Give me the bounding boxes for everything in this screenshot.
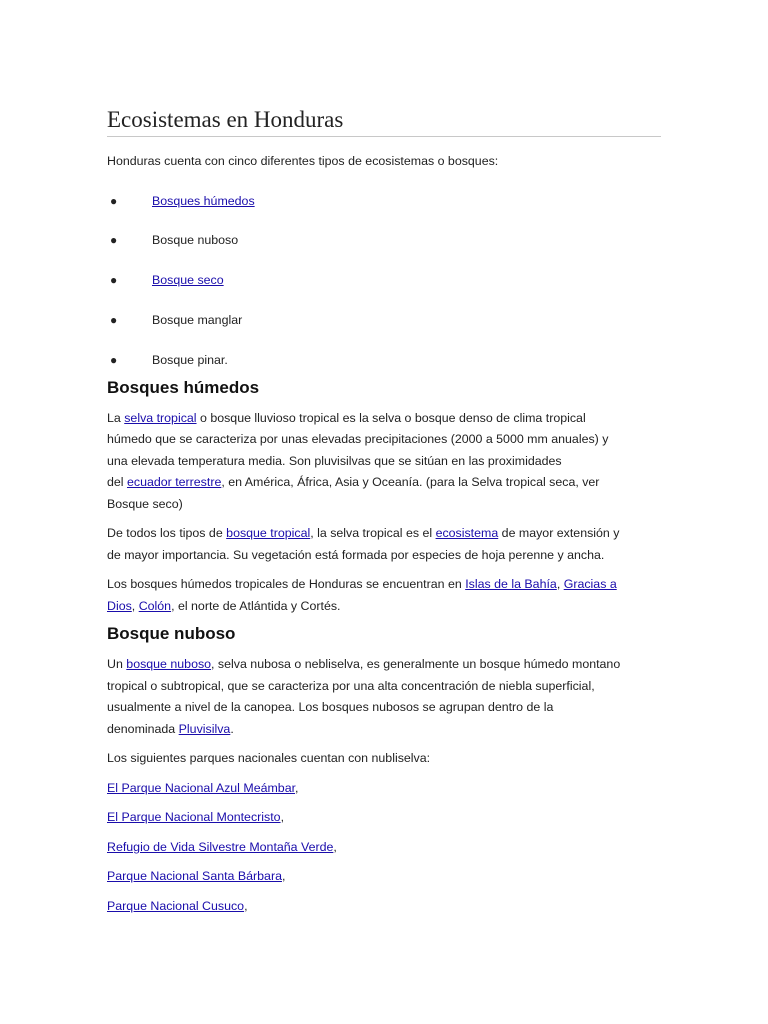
list-item	[107, 350, 661, 372]
link-ecosistema[interactable]: ecosistema	[435, 526, 499, 541]
paragraph-ubicacion: Los bosques húmedos tropicales de Honduras se encuentran en Islas de la Bahía, Gracias a Dios, Colón, el norte de Atlántida y Cortés.	[107, 577, 617, 613]
link-park-azul-meambar[interactable]: El Parque Nacional Azul Meámbar	[107, 780, 296, 795]
link-gracias-a-dios[interactable]: Dios	[107, 598, 132, 613]
section-heading-bosques-humedos: Bosques húmedos	[107, 377, 260, 397]
list-item-label: Bosque manglar	[152, 312, 243, 327]
list-item-label: Bosque nuboso	[152, 233, 239, 248]
bullet-icon: ●	[110, 312, 118, 327]
link-bosque-seco[interactable]: Bosque seco	[152, 273, 224, 288]
link-colon[interactable]: Colón	[138, 598, 172, 613]
park-item: El Parque Nacional Montecristo,	[107, 810, 285, 825]
list-item	[107, 310, 661, 350]
bullet-icon: ●	[110, 352, 118, 367]
link-park-cusuco[interactable]: Parque Nacional Cusuco	[107, 898, 245, 913]
link-pluvisilva[interactable]: Pluvisilva	[178, 721, 231, 736]
link-gracias-a-dios[interactable]: Gracias a	[563, 577, 617, 592]
park-item: Refugio de Vida Silvestre Montaña Verde,	[107, 839, 337, 854]
link-park-santa-barbara[interactable]: Parque Nacional Santa Bárbara	[107, 869, 282, 884]
list-item-label: Bosque pinar.	[152, 352, 228, 367]
page-title: Ecosistemas en Honduras	[107, 106, 661, 137]
list-item	[107, 270, 661, 310]
link-park-montecristo[interactable]: El Parque Nacional Montecristo	[107, 810, 281, 825]
paragraph-parques-intro: Los siguientes parques nacionales cuentan con nubliselva:	[107, 751, 431, 766]
link-bosques-humedos[interactable]: Bosques húmedos	[152, 193, 255, 208]
link-bosque-nuboso[interactable]: bosque nuboso	[126, 657, 212, 672]
link-selva-tropical[interactable]: selva tropical	[124, 410, 197, 425]
paragraph-bosque-nuboso: Un bosque nuboso, selva nubosa o nebliselva, es generalmente un bosque húmedo montano tropical o subtropical, que se caracteriza por una alta concentración de niebla superficial, usualmente a nivel de la canopea. Los bosques nubosos se agrupan dentro de la denominada Pluvisilva.	[107, 657, 621, 736]
link-park-montana-verde[interactable]: Refugio de Vida Silvestre Montaña Verde	[107, 839, 334, 854]
link-bosque-tropical[interactable]: bosque tropical	[226, 526, 311, 541]
list-item	[107, 230, 661, 270]
section-heading-bosque-nuboso: Bosque nuboso	[107, 624, 236, 644]
park-item: Parque Nacional Cusuco,	[107, 898, 248, 913]
list-item	[107, 191, 661, 231]
paragraph-tipos-bosque: De todos los tipos de bosque tropical, la selva tropical es el ecosistema de mayor extensión y de mayor importancia. Su vegetación está formada por especies de hoja perenne y ancha.	[107, 526, 620, 562]
paragraph-selva-tropical: La selva tropical o bosque lluvioso tropical es la selva o bosque denso de clima tropical húmedo que se caracteriza por unas elevadas precipitaciones (2000 a 5000 mm anuales) y una elevada temperatura media. Son pluvisilvas que se sitúan en las proximidades del ecuador terrestre, en América, África, Asia y Oceanía. (para la Selva tropical seca, ver Bosque seco)	[107, 410, 609, 511]
bullet-icon: ●	[110, 233, 118, 248]
bullet-icon: ●	[110, 273, 118, 288]
article	[107, 106, 661, 917]
bullet-icon: ●	[110, 193, 118, 208]
intro-paragraph: Honduras cuenta con cinco diferentes tipos de ecosistemas o bosques:	[107, 154, 499, 168]
link-islas-bahia[interactable]: Islas de la Bahía	[465, 577, 557, 592]
ecosystem-list	[107, 191, 661, 372]
link-ecuador-terrestre[interactable]: ecuador terrestre	[126, 475, 222, 490]
park-item: El Parque Nacional Azul Meámbar,	[107, 780, 299, 795]
park-item: Parque Nacional Santa Bárbara,	[107, 869, 286, 884]
